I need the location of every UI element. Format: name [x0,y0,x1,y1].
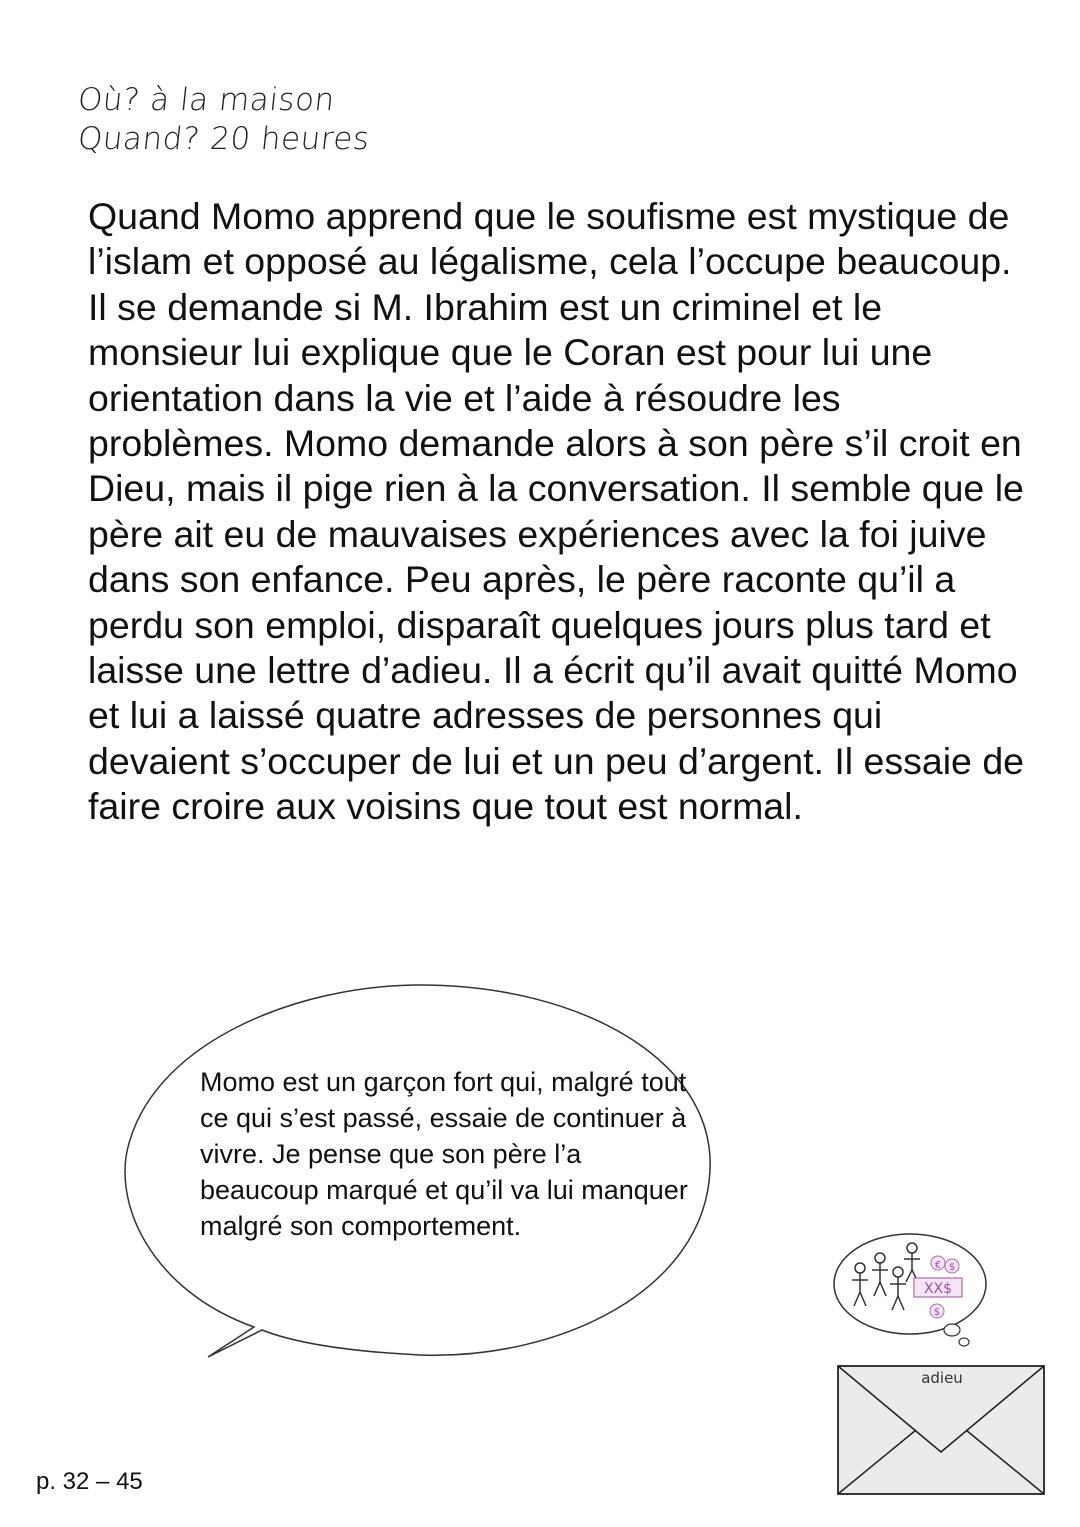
svg-text:€: € [934,1260,942,1271]
envelope-label: adieu [921,1369,963,1387]
envelope-icon [838,1366,1044,1494]
summary-paragraph: Quand Momo apprend que le soufisme est mystique de l’islam et opposé au légalisme, cela l’occupe beaucoup. Il se demande si M. Ibrahim est un criminel et le monsieur lui explique que le Coran est pour lui une orientation dans la vie et l’aide à résoudre les problèmes. Momo demande alors à son père s’il croit en Dieu, mais il pige rien à la conversation. Il semble que le père ait eu de mauvaises expériences avec la foi juive dans son enfance. Peu après, le père raconte qu’il a perdu son emploi, disparaît quelques jours plus tard et laisse une lettre d’adieu. Il a écrit qu’il avait quitté Momo et lui a laissé quatre adresses de personnes qui devaient s’occuper de lui et un peu d’argent. Il essaie de faire croire aux voisins que tout est normal. [88,195,1025,828]
page-reference: p. 32 – 45 [36,1468,143,1495]
speech-bubble-text: Momo est un garçon fort qui, malgré tout ce qui s’est passé, essaie de continuer à vivre. Je pense que son père l’a beaucoup marqué et qu’il va lui manquer malgré son comportement. [200,1067,688,1241]
svg-text:XX$: XX$ [923,1281,953,1297]
svg-text:$: $ [933,1307,941,1318]
thought-bubble [834,1234,986,1346]
svg-text:$: $ [948,1262,956,1273]
when-note: Quand? 20 heures [76,121,372,157]
where-note: Où? à la maison [76,82,337,118]
